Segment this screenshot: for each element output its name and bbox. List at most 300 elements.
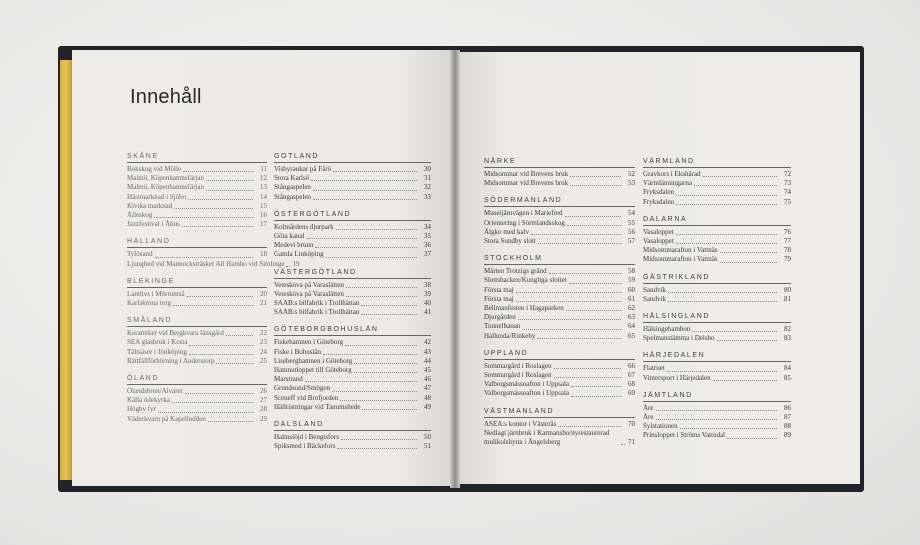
page-number: 31	[424, 174, 431, 183]
dot-leader	[216, 363, 253, 364]
toc-entry	[274, 193, 431, 202]
entry-title: Orientering i Sörmlandsskog	[484, 218, 565, 227]
toc-entry	[484, 362, 635, 371]
dot-leader	[668, 301, 777, 302]
page-number: 81	[784, 294, 791, 303]
toc-entry	[643, 246, 791, 255]
dot-leader	[549, 273, 621, 274]
page-number: 51	[424, 442, 431, 451]
page-number: 26	[260, 387, 267, 396]
dot-leader	[717, 340, 777, 341]
dot-leader	[313, 199, 417, 200]
page-number: 33	[424, 192, 431, 201]
page-number: 32	[424, 183, 431, 192]
entry-title: Midsommarafton i Vattnäs	[643, 255, 718, 264]
dot-leader	[346, 296, 417, 297]
entry-title: Midsommar vid Brevens bruk	[484, 179, 569, 188]
dot-leader	[720, 252, 777, 253]
dot-leader	[326, 257, 417, 258]
entry-title: Hällristningar vid Tanumshede	[274, 402, 361, 411]
section-heading: GOTLAND	[274, 153, 431, 163]
toc-entry	[643, 228, 791, 237]
page-number: 76	[784, 227, 791, 236]
page-number: 18	[260, 250, 267, 259]
page-number: 50	[424, 433, 431, 442]
dot-leader	[346, 287, 417, 288]
page-number: 38	[424, 280, 431, 289]
entry-title: Jazzfestival i Åhus	[127, 220, 180, 229]
entry-title: Hälsingehambon	[643, 325, 691, 334]
entry-title: Mårten Trotzigs gränd	[484, 267, 547, 276]
toc-entry	[274, 174, 431, 183]
toc-entry	[643, 364, 791, 373]
dot-leader	[361, 314, 417, 315]
page-number: 28	[260, 405, 267, 414]
dot-leader	[340, 400, 417, 401]
entry-title: Nedlagt järnbruk i Karmansbo/nyrestaurerad mulikolshytta i Ängelsberg	[484, 428, 610, 447]
entry-title: Tylösand	[127, 250, 153, 259]
dot-leader	[305, 381, 417, 382]
toc-entry	[274, 241, 431, 250]
toc-entry	[643, 334, 791, 343]
entry-title: Medevi brunn	[274, 241, 314, 250]
toc-entry	[484, 313, 635, 322]
toc-section	[274, 269, 431, 318]
dot-leader	[571, 396, 621, 397]
dot-leader	[516, 292, 621, 293]
toc-entry	[484, 371, 635, 380]
entry-title: Vasaloppet	[643, 237, 674, 246]
entry-title: Valborgsmässoafton i Uppsala	[484, 389, 570, 398]
section-heading: DALSLAND	[274, 421, 431, 431]
entry-title: Stora Karlsö	[274, 174, 310, 183]
section-heading: BLEKINGE	[127, 278, 267, 288]
entry-title: Vetesköva på Varaslätten	[274, 280, 344, 289]
toc-entry	[127, 183, 267, 192]
toc-section	[643, 313, 791, 343]
toc-entry	[127, 338, 267, 347]
page-number: 73	[784, 179, 791, 188]
page-number: 22	[260, 329, 267, 338]
entry-title: Sommargård i Roslagen	[484, 371, 552, 380]
page-number: 57	[628, 237, 635, 246]
page-number: 88	[784, 422, 791, 431]
toc-entry	[484, 179, 635, 188]
toc-entry	[274, 299, 431, 308]
toc-section	[127, 317, 267, 366]
page-number: 20	[260, 289, 267, 298]
page-number: 40	[424, 299, 431, 308]
toc-entry	[274, 308, 431, 317]
page-number: 68	[628, 380, 635, 389]
section-heading: VÄRMLAND	[643, 158, 791, 168]
toc-entry	[274, 281, 431, 290]
toc-entry	[127, 299, 267, 308]
toc-entry	[127, 250, 267, 259]
toc-entry	[127, 396, 267, 405]
toc-entry	[643, 188, 791, 197]
toc-entry	[127, 329, 267, 338]
entry-title: Ljunghed vid Mannocksträsket All Hambo vid Simlinge	[127, 259, 285, 268]
section-heading: HÄLSINGLAND	[643, 313, 791, 323]
toc-entry	[484, 304, 635, 313]
entry-title: Göta kanal	[274, 232, 305, 241]
entry-title: Sylstationen	[643, 422, 678, 431]
page-number: 63	[628, 313, 635, 322]
section-heading: JÄMTLAND	[643, 392, 791, 402]
page-number: 13	[260, 183, 267, 192]
page-number: 72	[784, 170, 791, 178]
dot-leader	[569, 283, 621, 284]
toc-entry	[484, 276, 635, 285]
dot-leader	[337, 448, 417, 449]
page-number: 49	[424, 402, 431, 411]
page-number: 44	[424, 356, 431, 365]
toc-section	[643, 216, 791, 265]
dot-leader	[226, 335, 253, 336]
toc-entry	[274, 290, 431, 299]
dot-leader	[516, 301, 621, 302]
dot-leader	[182, 226, 253, 227]
entry-title: Flatruet	[643, 364, 665, 373]
entry-title: Visbyraukar på Fårö	[274, 165, 332, 173]
section-heading: VÄSTERGÖTLAND	[274, 269, 431, 279]
entry-title: Stångaspelen	[274, 192, 311, 201]
toc-entry	[484, 322, 635, 331]
toc-entry	[643, 374, 791, 383]
page-number: 54	[628, 209, 635, 218]
toc-section	[127, 153, 267, 229]
dot-leader	[570, 176, 621, 177]
toc-section	[643, 392, 791, 441]
page-number: 84	[784, 364, 791, 373]
entry-title: Stora Sundby slott	[484, 237, 536, 246]
dot-leader	[538, 243, 621, 244]
toc-entry	[127, 357, 267, 366]
entry-title: Åre	[643, 413, 654, 422]
entry-title: Sommargård i Roslagen	[484, 361, 552, 370]
dot-leader	[206, 180, 253, 181]
toc-section	[274, 421, 431, 451]
toc-section	[274, 211, 431, 260]
section-heading: STOCKHOLM	[484, 255, 635, 265]
page-number: 60	[628, 285, 635, 294]
toc-entry	[274, 366, 431, 375]
page-number: 83	[784, 334, 791, 343]
dot-leader	[531, 234, 621, 235]
page-number: 87	[784, 413, 791, 422]
toc-entry	[127, 165, 267, 174]
page-number: 27	[260, 396, 267, 405]
toc-entry	[484, 267, 635, 276]
page-number: 11	[260, 165, 267, 173]
page-number: 64	[628, 322, 635, 331]
dot-leader	[189, 345, 253, 346]
page-number: 36	[424, 241, 431, 250]
section-heading: DALARNA	[643, 216, 791, 226]
dot-leader	[333, 171, 417, 172]
dot-leader	[703, 176, 777, 177]
entry-title: Midsommarafton i Vattnäs	[643, 246, 718, 255]
toc-entry	[484, 429, 635, 447]
page-number: 29	[260, 414, 267, 423]
page-number: 52	[628, 170, 635, 178]
dot-leader	[361, 305, 417, 306]
toc-entry	[484, 286, 635, 295]
section-heading: NÄRKE	[484, 158, 635, 168]
dot-leader	[565, 216, 621, 217]
page-number: 37	[424, 250, 431, 259]
dot-leader	[570, 185, 621, 186]
section-heading: GÖTEBORGBOHUSLÄN	[274, 326, 431, 336]
toc-entry	[127, 405, 267, 414]
dot-leader	[155, 257, 253, 258]
toc-entry	[643, 413, 791, 422]
page-number: 55	[628, 218, 635, 227]
page-number: 65	[628, 331, 635, 340]
toc-entry	[643, 286, 791, 295]
page-number: 23	[260, 338, 267, 347]
page-number: 30	[424, 165, 431, 173]
page-number: 12	[260, 174, 267, 183]
dot-leader	[311, 180, 417, 181]
entry-title: ASEA:s kontor i Västerås	[484, 419, 557, 428]
toc-entry	[643, 422, 791, 431]
toc-entry	[484, 389, 635, 398]
page-number: 25	[260, 356, 267, 365]
entry-title: Karlskrona torg	[127, 299, 171, 308]
page-number: 89	[784, 431, 791, 440]
dot-leader	[558, 426, 621, 427]
toc-section	[127, 278, 267, 308]
dot-leader	[345, 345, 417, 346]
dot-leader	[680, 428, 777, 429]
toc-entry	[274, 250, 431, 259]
dot-leader	[332, 391, 417, 392]
toc-section	[484, 158, 635, 188]
toc-section	[127, 375, 267, 424]
dot-leader	[187, 296, 253, 297]
entry-title: Väderkvarn på Kapelludden	[127, 414, 206, 423]
toc-entry	[127, 211, 267, 220]
entry-title: Djurgården	[484, 313, 516, 322]
toc-entry	[484, 295, 635, 304]
page-number: 70	[628, 419, 635, 428]
dot-leader	[676, 243, 777, 244]
toc-entry	[274, 165, 431, 174]
page-number: 59	[628, 276, 635, 285]
dot-leader	[313, 190, 417, 191]
toc-entry	[643, 237, 791, 246]
toc-section	[274, 326, 431, 412]
toc-entry	[643, 431, 791, 440]
page-number: 53	[628, 179, 635, 188]
entry-title: Fryksdalen	[643, 188, 675, 197]
toc-section	[643, 274, 791, 304]
dot-leader	[621, 444, 625, 445]
toc-entry	[274, 223, 431, 232]
section-heading: SMÅLAND	[127, 317, 267, 327]
page-number: 75	[784, 197, 791, 206]
toc-entry	[127, 348, 267, 357]
entry-title: Gravkors i Ekshärad	[643, 170, 701, 178]
dot-leader	[656, 410, 778, 411]
entry-title: Gamla Linköping	[274, 250, 324, 259]
section-heading: ÖSTERGÖTLAND	[274, 211, 431, 221]
dot-leader	[336, 229, 417, 230]
dot-leader	[676, 234, 777, 235]
toc-entry	[274, 357, 431, 366]
dot-leader	[571, 386, 621, 387]
entry-title: Hamnutloppet till Göteborg	[274, 366, 352, 375]
toc-section	[274, 153, 431, 202]
page-number: 41	[424, 308, 431, 317]
dot-leader	[188, 199, 253, 200]
toc-entry	[274, 384, 431, 393]
entry-title: Spelmanstämma i Delsbo	[643, 334, 715, 343]
entry-title: SAAB:s bilfabrik i Trollhättan	[274, 308, 360, 317]
dot-leader	[554, 368, 621, 369]
dot-leader	[692, 331, 777, 332]
entry-title: Vintersport i Härjedalen	[643, 373, 711, 382]
dot-leader	[341, 439, 417, 440]
page-number: 47	[424, 384, 431, 393]
entry-title: Fiskehamnen i Göteborg	[274, 338, 344, 347]
entry-title: Midsommar vid Brevens bruk	[484, 170, 569, 178]
page-number: 77	[784, 237, 791, 246]
page-number: 35	[424, 232, 431, 241]
dot-leader	[173, 305, 253, 306]
entry-title: Första maj	[484, 294, 514, 303]
entry-title: Ålleskog	[127, 211, 153, 220]
dot-leader	[208, 421, 253, 422]
page-number: 61	[628, 294, 635, 303]
page-number: 67	[628, 371, 635, 380]
page-number: 62	[628, 304, 635, 313]
entry-title: Högby fyr	[127, 405, 156, 414]
dot-leader	[668, 292, 777, 293]
entry-title: Första maj	[484, 285, 514, 294]
entry-title: Lantlivs i Mörrumså	[127, 289, 185, 298]
toc-entry	[484, 237, 635, 246]
page-number: 71	[628, 438, 635, 447]
toc-entry	[127, 259, 300, 269]
toc-entry	[274, 375, 431, 384]
entry-title: Hästmarknad i Sjöbo	[127, 192, 187, 201]
page-number: 74	[784, 188, 791, 197]
entry-title: Tunnelbanan	[484, 322, 521, 331]
dot-leader	[172, 402, 253, 403]
dot-leader	[154, 217, 253, 218]
page-number: 39	[424, 289, 431, 298]
page-number: 69	[628, 389, 635, 398]
dot-leader	[676, 204, 777, 205]
toc-column-4	[643, 158, 791, 450]
toc-entry	[643, 179, 791, 188]
entry-title: Malmö, Köpenhamnsfärjan	[127, 174, 204, 183]
toc-entry	[643, 295, 791, 304]
page-number: 86	[784, 403, 791, 412]
entry-title: Valborgsmässoafton i Uppsala	[484, 380, 570, 389]
toc-entry	[274, 338, 431, 347]
toc-entry	[274, 442, 431, 451]
toc-section	[643, 352, 791, 382]
dot-leader	[158, 412, 253, 413]
toc-entry	[484, 228, 635, 237]
entry-title: Fiske i Bohuslän	[274, 347, 322, 356]
entry-title: Prinsloppet i Ströms Vattudal	[643, 431, 726, 440]
toc-section	[643, 158, 791, 207]
toc-column-2	[274, 153, 431, 460]
dot-leader	[206, 190, 253, 191]
dot-leader	[183, 171, 253, 172]
entry-title: Liseberghamnen i Göteborg	[274, 356, 353, 365]
entry-title: Rättfällförhörning i Anderstorp	[127, 356, 215, 365]
dot-leader	[174, 208, 253, 209]
dot-leader	[694, 185, 777, 186]
section-heading: SÖDERMANLAND	[484, 197, 635, 207]
toc-entry	[127, 415, 267, 424]
toc-entry	[274, 394, 431, 403]
toc-entry	[274, 348, 431, 357]
toc-entry	[127, 202, 267, 211]
dot-leader	[713, 380, 777, 381]
page-number: 66	[628, 361, 635, 370]
toc-entry	[127, 220, 267, 229]
toc-entry	[127, 174, 267, 183]
entry-title: Sandvik	[643, 285, 666, 294]
toc-section	[484, 255, 635, 341]
toc-entry	[643, 198, 791, 207]
entry-title: Grundsund/Smögen	[274, 384, 330, 393]
toc-entry	[127, 290, 267, 299]
dot-leader	[185, 393, 253, 394]
section-heading: HALLAND	[127, 238, 267, 248]
entry-title: Bokskog vid Mölle	[127, 165, 182, 173]
entry-title: Sandvik	[643, 294, 666, 303]
section-heading: HÄRJEDALEN	[643, 352, 791, 362]
page-number: 17	[260, 220, 267, 229]
toc-entry	[484, 219, 635, 228]
section-heading: ÖLAND	[127, 375, 267, 385]
dot-leader	[667, 371, 777, 372]
entry-title: Källa ödekyrka	[127, 396, 170, 405]
page-number: 16	[260, 211, 267, 220]
page-number: 21	[260, 299, 267, 308]
section-heading: UPPLAND	[484, 350, 635, 360]
page-number: 78	[784, 246, 791, 255]
entry-title: Tältsäsre i Jönköping	[127, 347, 187, 356]
dot-leader	[189, 354, 253, 355]
dot-leader	[554, 377, 621, 378]
toc-entry	[484, 170, 635, 179]
toc-entry	[274, 433, 431, 442]
entry-title: Spiksmed i Bäckefors	[274, 442, 336, 451]
dot-leader	[307, 238, 417, 239]
dot-leader	[727, 438, 777, 439]
page-number: 48	[424, 393, 431, 402]
toc-entry	[274, 403, 431, 412]
entry-title: SEA glasbruk i Kosta	[127, 338, 188, 347]
toc-entry	[484, 420, 635, 429]
dot-leader	[354, 372, 417, 373]
entry-title: Ölandsbron/Alvaret	[127, 387, 183, 396]
toc-section	[484, 408, 635, 448]
dot-leader	[323, 354, 417, 355]
dot-leader	[676, 195, 777, 196]
page-number: 56	[628, 227, 635, 236]
toc-column-3	[484, 158, 635, 456]
